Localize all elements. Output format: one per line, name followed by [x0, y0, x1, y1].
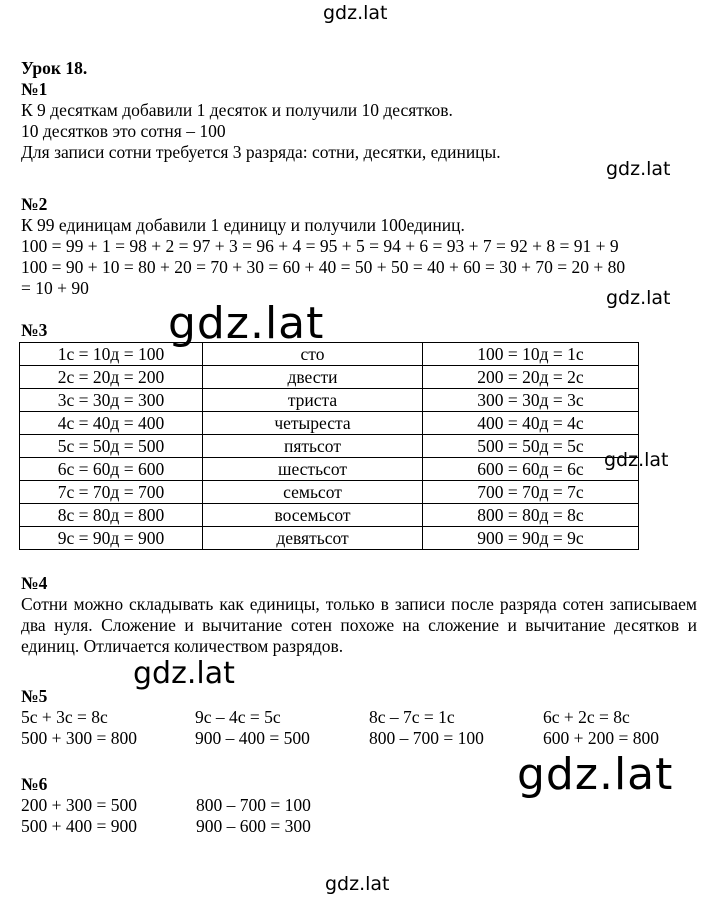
table-row	[20, 504, 639, 527]
table-cell-hundreds-expression: 4с = 40д = 400	[20, 412, 203, 435]
exercise-4-text: Сотни можно складывать как единицы, только в записи после разряда сотен записываем два нуля. Сложение и вычитание сотен похоже на сложение и вычитание десятков и единиц. Отличается количеством разрядов.	[21, 594, 697, 656]
table-cell-word: пятьсот	[203, 435, 423, 458]
table-cell-reverse-expression: 600 = 60д = 6с	[423, 458, 639, 481]
exercise-2-line: 100 = 90 + 10 = 80 + 20 = 70 + 30 = 60 + 40 = 50 + 50 = 40 + 60 = 30 + 70 = 20 + 80	[21, 257, 626, 277]
table-cell-reverse-expression: 500 = 50д = 5с	[423, 435, 639, 458]
exercise-2-line: 100 = 99 + 1 = 98 + 2 = 97 + 3 = 96 + 4 = 95 + 5 = 94 + 6 = 93 + 7 = 92 + 8 = 91 + 9	[21, 236, 619, 256]
table-cell-hundreds-expression: 7с = 70д = 700	[20, 481, 203, 504]
table-cell-hundreds-expression: 2с = 20д = 200	[20, 366, 203, 389]
table-cell-hundreds-expression: 3с = 30д = 300	[20, 389, 203, 412]
table-cell-word: четыреста	[203, 412, 423, 435]
table-cell-reverse-expression: 300 = 30д = 3с	[423, 389, 639, 412]
lesson-title: Урок 18.	[21, 58, 88, 78]
exercise-1-line: 10 десятков это сотня – 100	[21, 121, 226, 141]
table-cell-reverse-expression: 900 = 90д = 9с	[423, 527, 639, 550]
exercise-1-heading: №1	[21, 79, 48, 99]
table-cell-word: девятьсот	[203, 527, 423, 550]
equation: 500 + 400 = 900	[21, 816, 137, 836]
table-cell-hundreds-expression: 9с = 90д = 900	[20, 527, 203, 550]
table-row	[20, 435, 639, 458]
exercise-3-heading: №3	[21, 320, 48, 340]
exercise-2	[21, 194, 625, 299]
equation: 900 – 400 = 500	[195, 728, 310, 748]
table-row	[20, 527, 639, 550]
exercise-5-grid	[21, 707, 717, 749]
table-cell-word: триста	[203, 389, 423, 412]
watermark-large-right: gdz.lat	[517, 749, 674, 800]
table-cell-word: восемьсот	[203, 504, 423, 527]
equation: 8с – 7с = 1с	[369, 707, 455, 727]
watermark-bottom: gdz.lat	[325, 873, 390, 895]
table-row	[20, 481, 639, 504]
watermark-right-1: gdz.lat	[606, 158, 671, 180]
table-cell-reverse-expression: 700 = 70д = 7с	[423, 481, 639, 504]
table-cell-reverse-expression: 100 = 10д = 1с	[423, 343, 639, 366]
exercise-4-heading: №4	[21, 573, 48, 593]
table-cell-reverse-expression: 200 = 20д = 2с	[423, 366, 639, 389]
watermark-top: gdz.lat	[323, 2, 388, 24]
equation: 500 + 300 = 800	[21, 728, 137, 748]
table-cell-word: сто	[203, 343, 423, 366]
exercise-6-heading: №6	[21, 774, 48, 794]
table-cell-hundreds-expression: 1с = 10д = 100	[20, 343, 203, 366]
exercise-1-line: Для записи сотни требуется 3 разряда: сотни, десятки, единицы.	[21, 142, 501, 162]
table-row	[20, 458, 639, 481]
exercise-6-grid	[21, 795, 371, 837]
equation: 6с + 2с = 8с	[543, 707, 630, 727]
equation: 600 + 200 = 800	[543, 728, 659, 748]
table-row	[20, 366, 639, 389]
exercise-5-heading: №5	[21, 686, 48, 706]
exercise-2-line: К 99 единицам добавили 1 единицу и получили 100единиц.	[21, 215, 465, 235]
exercise-4	[21, 573, 697, 657]
exercise-6	[21, 774, 371, 837]
table-cell-reverse-expression: 400 = 40д = 4с	[423, 412, 639, 435]
equation: 9с – 4с = 5с	[195, 707, 281, 727]
equation: 900 – 600 = 300	[196, 816, 311, 836]
equation: 5с + 3с = 8с	[21, 707, 108, 727]
watermark-large-middle: gdz.lat	[168, 298, 325, 349]
hundreds-table	[19, 342, 639, 550]
exercise-2-line: = 10 + 90	[21, 278, 89, 298]
table-cell-word: семьсот	[203, 481, 423, 504]
table-cell-word: шестьсот	[203, 458, 423, 481]
table-cell-word: двести	[203, 366, 423, 389]
table-row	[20, 389, 639, 412]
table-cell-hundreds-expression: 8с = 80д = 800	[20, 504, 203, 527]
table-cell-hundreds-expression: 5с = 50д = 500	[20, 435, 203, 458]
equation: 800 – 700 = 100	[369, 728, 484, 748]
table-cell-reverse-expression: 800 = 80д = 8с	[423, 504, 639, 527]
watermark-right-2: gdz.lat	[606, 287, 671, 309]
watermark-right-3: gdz.lat	[604, 449, 669, 471]
watermark-exercise4: gdz.lat	[133, 656, 235, 691]
exercise-2-heading: №2	[21, 194, 48, 214]
table-row	[20, 412, 639, 435]
table-row	[20, 343, 639, 366]
exercise-1	[21, 79, 501, 163]
equation: 800 – 700 = 100	[196, 795, 311, 815]
exercise-1-line: К 9 десяткам добавили 1 десяток и получили 10 десятков.	[21, 100, 453, 120]
equation: 200 + 300 = 500	[21, 795, 137, 815]
exercise-5	[21, 686, 717, 749]
table-cell-hundreds-expression: 6с = 60д = 600	[20, 458, 203, 481]
